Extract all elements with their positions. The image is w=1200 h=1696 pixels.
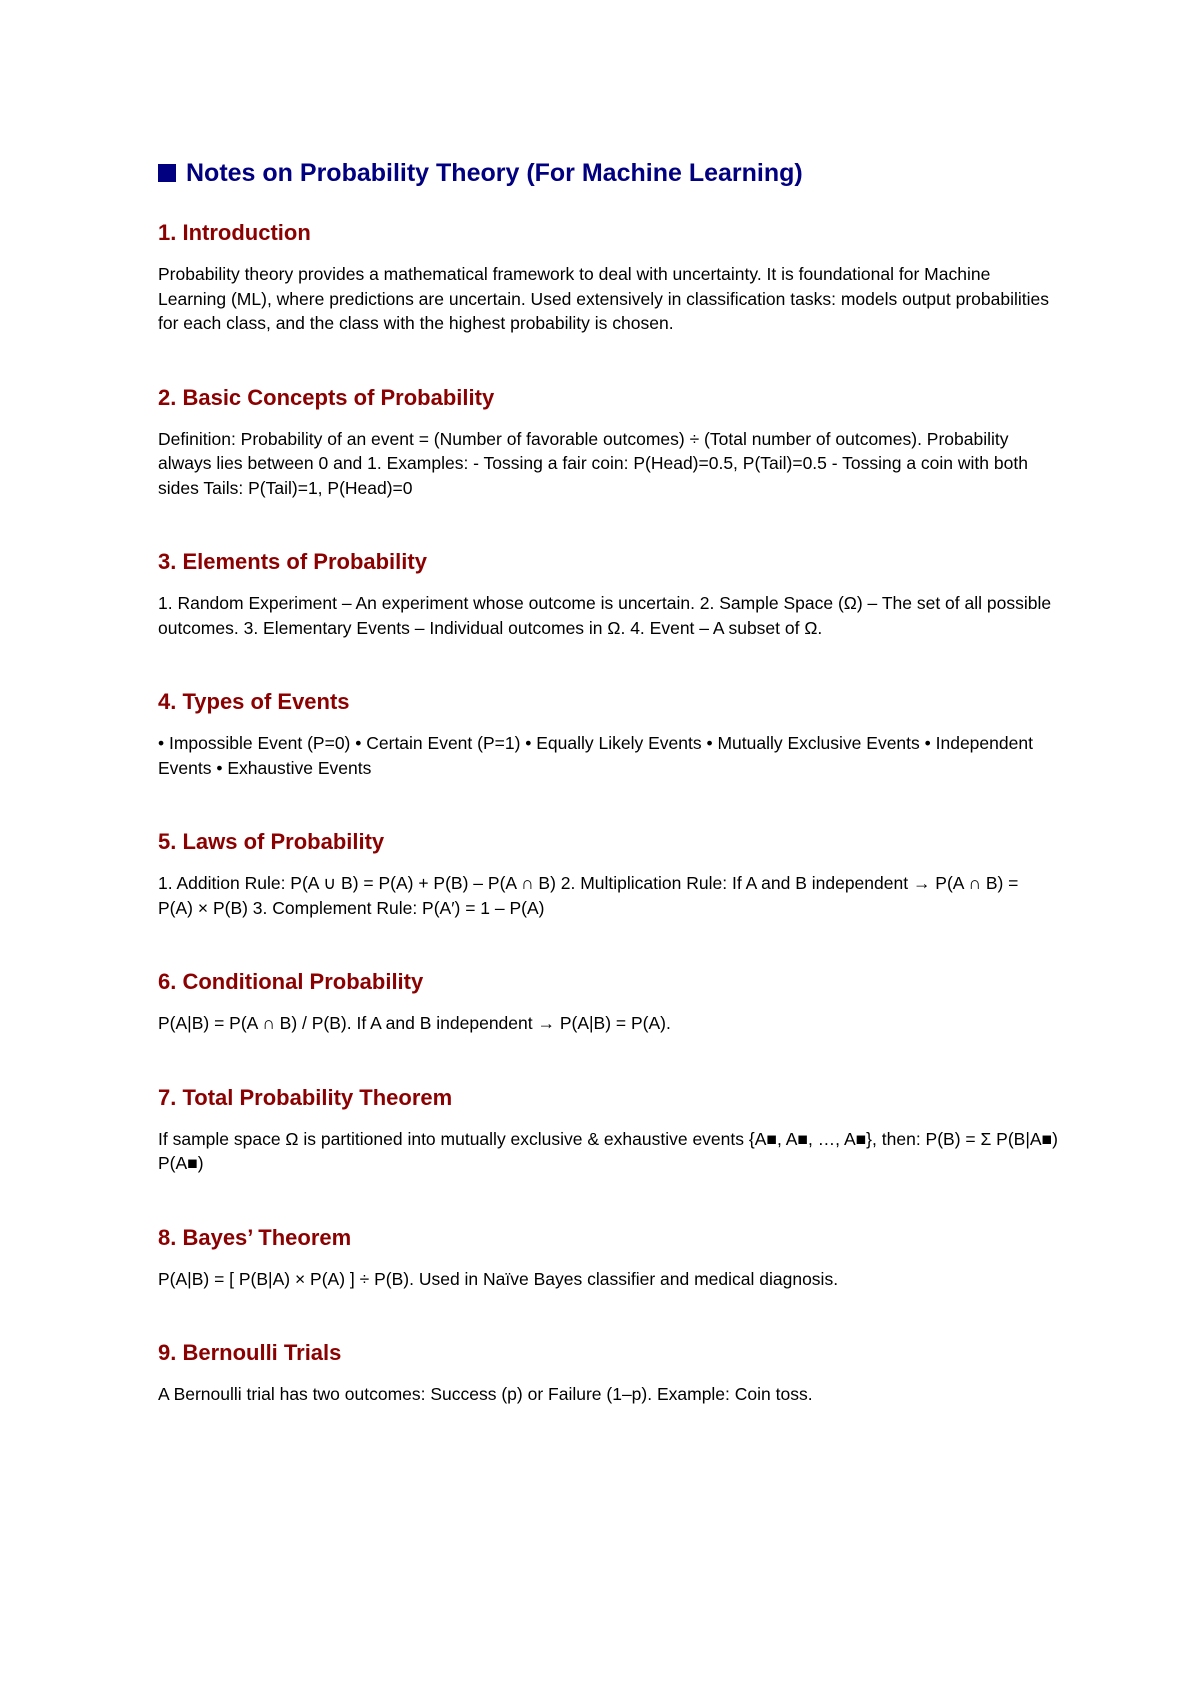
document-title-text: Notes on Probability Theory (For Machine Learning) [186, 159, 803, 187]
section-bayes [158, 1223, 1058, 1292]
section-body: If sample space Ω is partitioned into mutually exclusive & exhaustive events {A■, A■, …, A■}, then: P(B) = Σ P(B|A■) P(A■) [158, 1128, 1058, 1173]
section-body: A Bernoulli trial has two outcomes: Success (p) or Failure (1–p). Example: Coin toss. [158, 1384, 813, 1404]
section-body: 1. Addition Rule: P(A ∪ B) = P(A) + P(B) – P(A ∩ B) 2. Multiplication Rule: If A and B independent → P(A ∩ B) = P(A) × P(B) 3. Complement Rule: P(A′) = 1 – P(A) [158, 873, 1019, 918]
section-elements [158, 547, 1058, 640]
section-body: • Impossible Event (P=0) • Certain Event (P=1) • Equally Likely Events • Mutually Exclusive Events • Independent Events • Exhaustive Events [158, 733, 1033, 778]
section-heading: 1. Introduction [158, 220, 311, 245]
section-conditional [158, 967, 1058, 1036]
section-heading: 9. Bernoulli Trials [158, 1340, 342, 1365]
section-heading: 3. Elements of Probability [158, 549, 427, 574]
document-title [158, 156, 1058, 190]
section-basic-concepts [158, 383, 1058, 501]
section-body: 1. Random Experiment – An experiment whose outcome is uncertain. 2. Sample Space (Ω) – The set of all possible outcomes. 3. Elementary Events – Individual outcomes in Ω. 4. Event – A subset of Ω. [158, 593, 1052, 638]
section-heading: 8. Bayes’ Theorem [158, 1224, 352, 1250]
document-page [158, 156, 1058, 1407]
section-body: Probability theory provides a mathematical framework to deal with uncertainty. It is foundational for Machine Learning (ML), where predictions are uncertain. Used extensively in classification tasks: models output probabilities for each class, and the class with the highest probability is chosen. [158, 264, 1049, 333]
section-total-probability [158, 1083, 1058, 1176]
section-laws [158, 827, 1058, 920]
section-heading: 5. Laws of Probability [158, 829, 385, 854]
section-body: Definition: Probability of an event = (Number of favorable outcomes) ÷ (Total number of outcomes). Probability always lies between 0 and 1. Examples: - Tossing a fair coin: P(Head)=0.5, P(Tail)=0.5 - Tossing a coin with both sides Tails: P(Tail)=1, P(Head)=0 [158, 428, 1028, 498]
section-body: P(A|B) = P(A ∩ B) / P(B). If A and B independent → P(A|B) = P(A). [158, 1013, 671, 1033]
section-heading: 4. Types of Events [158, 689, 350, 714]
section-heading: 7. Total Probability Theorem [158, 1084, 453, 1110]
section-introduction [158, 218, 1058, 336]
section-bernoulli [158, 1338, 1058, 1407]
square-bullet-icon [158, 164, 176, 182]
section-heading: 6. Conditional Probability [158, 969, 424, 994]
section-body: P(A|B) = [ P(B|A) × P(A) ] ÷ P(B). Used in Naïve Bayes classifier and medical diagnosis. [158, 1268, 839, 1289]
section-types-of-events [158, 687, 1058, 780]
section-heading: 2. Basic Concepts of Probability [158, 384, 495, 410]
